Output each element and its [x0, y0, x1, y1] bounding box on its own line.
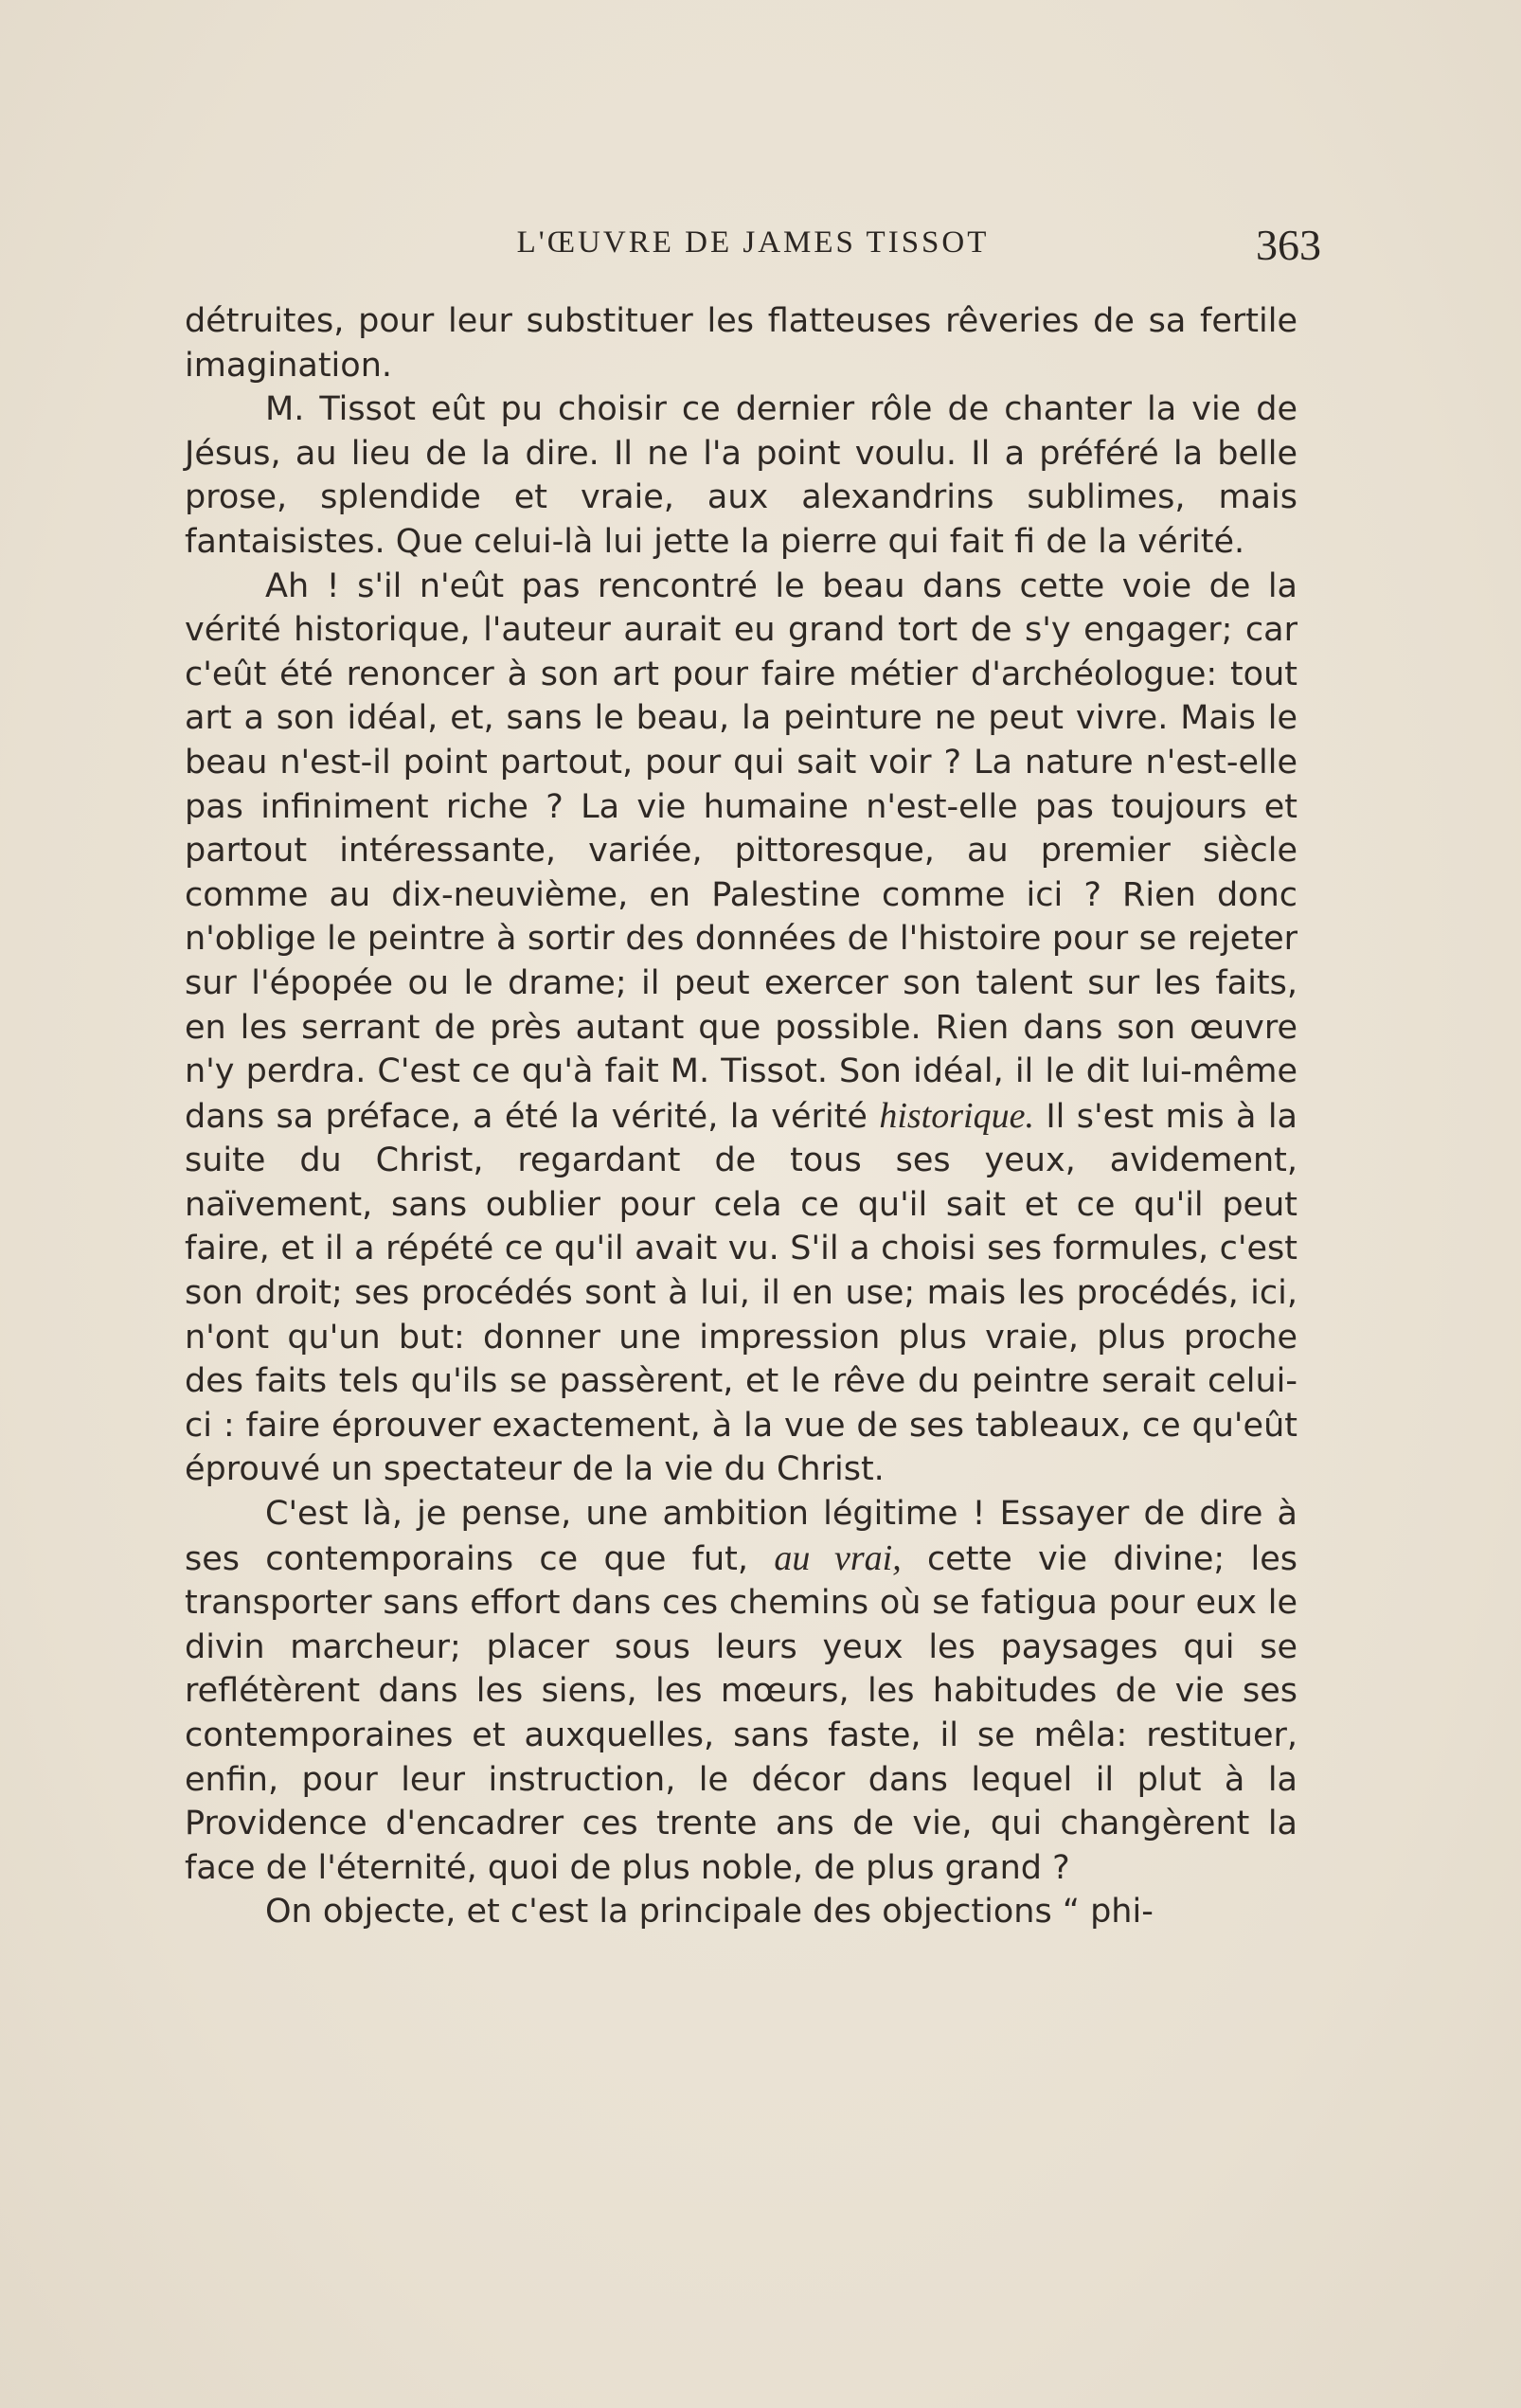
running-head: [185, 221, 1321, 282]
paragraph-text: cette vie divine; les transporter sans effort dans ces chemins où se fatigua pour eux le divin marcheur; placer sous leurs yeux les paysages qui se reflétèrent dans les siens, les mœurs, les habitudes de vie ses contemporaines et auxquelles, sans faste, il se mêla: restituer, enfin, pour leur instruction, le décor dans lequel il plut à la Providence d'encadrer ces trente ans de vie, qui changèrent la face de l'éternité, quoi de plus noble, de plus grand ?: [185, 1539, 1297, 1887]
paragraph-text: détruites, pour leur substituer les flatteuses rêveries de sa fertile imagination.: [185, 302, 1297, 385]
body-text: [185, 299, 1297, 1934]
page-number: 363: [1256, 221, 1321, 269]
paragraph: [185, 1492, 1297, 1890]
running-title: L'ŒUVRE DE JAMES TISSOT: [516, 225, 990, 260]
paragraph: [185, 299, 1297, 387]
paragraph: [185, 1890, 1297, 1934]
italic-emphasis: historique.: [879, 1095, 1034, 1136]
paragraph-text: Ah ! s'il n'eût pas rencontré le beau dans cette voie de la vérité historique, l'auteur aurait eu grand tort de s'y engager; car c'eût été renoncer à son art pour faire métier d'archéologue: tout art a son idéal, et, sans le beau, la peinture ne peut vivre. Mais le beau n'est-il point partout, pour qui sait voir ? La nature n'est-elle pas infiniment riche ? La vie humaine n'est-elle pas toujours et partout intéressante, variée, pittoresque, au premier siècle comme au dix-neuvième, en Palestine comme ici ? Rien donc n'oblige le peintre à sortir des données de l'histoire pour se rejeter sur l'épopée ou le drame; il peut exercer son talent sur les faits, en les serrant de près autant que possible. Rien dans son œuvre n'y perdra. C'est ce qu'à fait M. Tissot. Son idéal, il le dit lui-même dans sa préface, a été la vérité, la vérité: [185, 566, 1297, 1136]
paragraph-text: M. Tissot eût pu choisir ce dernier rôle de chanter la vie de Jésus, au lieu de la dire. Il ne l'a point voulu. Il a préféré la belle prose, splendide et vraie, aux alexandrins sublimes, mais fantaisistes. Que celui-là lui jette la pierre qui fait fi de la vérité.: [185, 390, 1297, 561]
paragraph: [185, 565, 1297, 1492]
paragraph: [185, 387, 1297, 564]
paragraph-text: Il s'est mis à la suite du Christ, regardant de tous ses yeux, avidement, naïvement, sans oublier pour cela ce qu'il sait et ce qu'il peut faire, et il a répété ce qu'il avait vu. S'il a choisi ses formules, c'est son droit; ses procédés sont à lui, il en use; mais les procédés, ici, n'ont qu'un but: donner une impression plus vraie, plus proche des faits tels qu'ils se passèrent, et le rêve du peintre serait celui-ci : faire éprouver exactement, à la vue de ses tableaux, ce qu'eût éprouvé un spectateur de la vie du Christ.: [185, 1097, 1298, 1489]
paragraph-text: C'est là, je pense, une ambition légitime ! Essayer de dire à ses contemporains ce que fut,: [185, 1495, 1297, 1578]
italic-emphasis: au vrai,: [774, 1537, 902, 1578]
paragraph-text: On objecte, et c'est la principale des objections “ phi-: [265, 1893, 1154, 1932]
